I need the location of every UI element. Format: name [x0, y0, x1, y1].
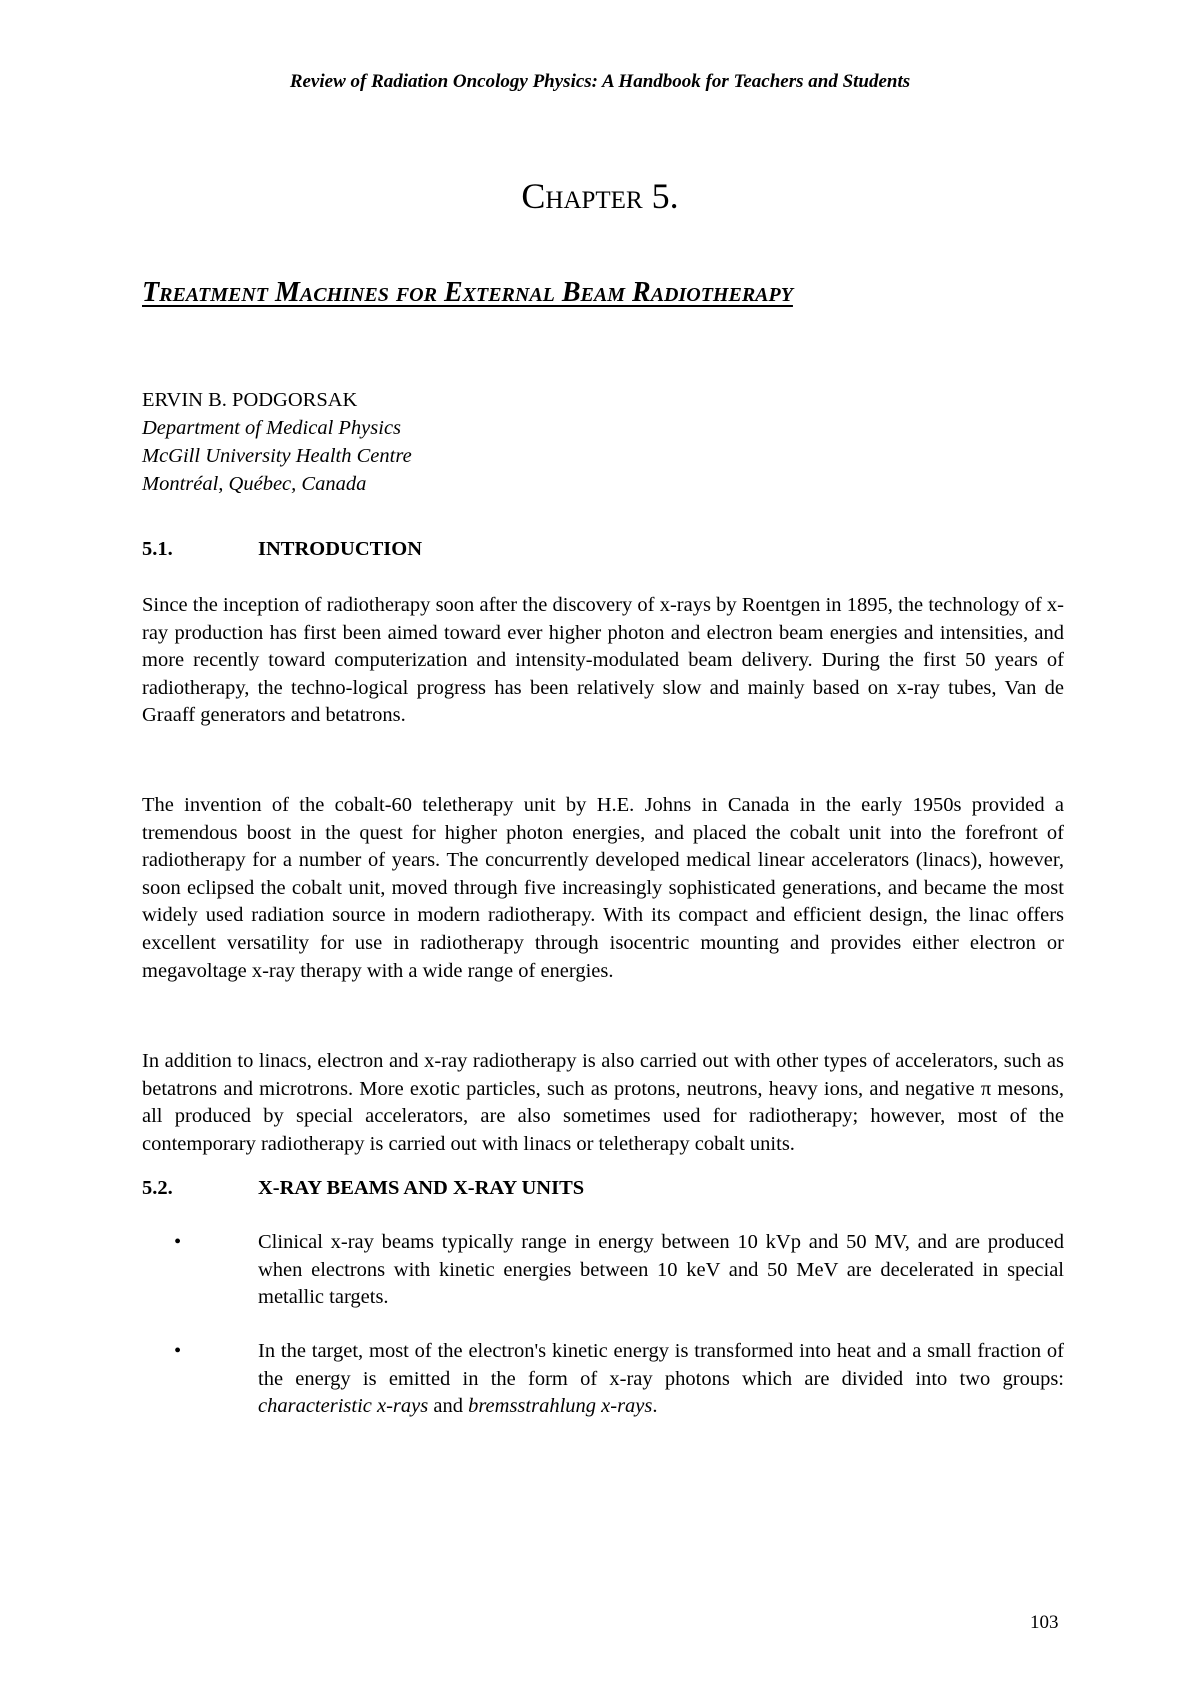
term-characteristic-xrays: characteristic x-rays [258, 1395, 429, 1418]
running-header: Review of Radiation Oncology Physics: A Handbook for Teachers and Students [289, 71, 911, 92]
list-item-text-part: . [652, 1395, 658, 1418]
paragraph: Since the inception of radiotherapy soon after the discovery of x-rays by Roentgen in 1895, the technology of x-ray production has first been aimed toward ever higher photon and electron beam energies and intensities, and more recently toward computerization and intensity-modulated beam delivery. During the first 50 years of radiotherapy, the techno-logical progress has been relatively slow and mainly based on x-ray tubes, Van de Graaff generators and betatrons. [142, 594, 1064, 727]
paragraph: In addition to linacs, electron and x-ray radiotherapy is also carried out with other types of accelerators, such as betatrons and microtrons. More exotic particles, such as protons, neutrons, heavy ions, and negative π mesons, all produced by special accelerators, are also sometimes used for radiotherapy; however, most of the contemporary radiotherapy is carried out with linacs or teletherapy cobalt units. [142, 1050, 1064, 1155]
term-bremsstrahlung-xrays: bremsstrahlung x-rays [468, 1395, 653, 1418]
section-number: 5.1. [142, 538, 173, 560]
section-heading-5-2 [142, 1177, 584, 1200]
list-item-text-part: In the target, most of the electron's kinetic energy is transformed into heat and a small fraction of the energy is emitted in the form of x-ray photons which are divided into two groups: [258, 1340, 1064, 1390]
section-number: 5.2. [142, 1177, 173, 1199]
author-location: Montréal, Québec, Canada [142, 473, 367, 495]
list-item [142, 1229, 1064, 1312]
list-item [142, 1338, 1064, 1421]
section-title: X-RAY BEAMS AND X-RAY UNITS [258, 1177, 585, 1199]
author-name: ERVIN B. PODGORSAK [142, 389, 358, 411]
list-item-text-part: and [428, 1395, 469, 1418]
author-department: Department of Medical Physics [142, 417, 402, 439]
section-heading-5-1 [142, 538, 422, 561]
author-institution: McGill University Health Centre [142, 445, 412, 467]
list-item-text: Clinical x-ray beams typically range in energy between 10 kVp and 50 MV, and are produced when electrons with kinetic energies between 10 keV and 50 MeV are decelerated in special metallic targets. [258, 1231, 1064, 1309]
paragraph: The invention of the cobalt-60 teletherapy unit by H.E. Johns in Canada in the early 1950s provided a tremendous boost in the quest for higher photon energies, and placed the cobalt unit into the forefront of radiotherapy for a number of years. The concurrently developed medical linear accelerators (linacs), however, soon eclipsed the cobalt unit, moved through five increasingly sophisticated generations, and became the most widely used radiation source in modern radiotherapy. With its compact and efficient design, the linac offers excellent versatility for use in radiotherapy through isocentric mounting and provides either electron or megavoltage x-ray therapy with a wide range of energies. [142, 794, 1064, 982]
author-block [142, 386, 412, 498]
chapter-title: Treatment Machines for External Beam Radiotherapy [142, 277, 793, 308]
chapter-label: Chapter 5. [521, 176, 679, 216]
bullet-icon: • [174, 1231, 182, 1253]
bullet-icon: • [174, 1340, 182, 1362]
section-title: INTRODUCTION [258, 538, 423, 560]
list-item-text [258, 1338, 1064, 1421]
page-number: 103 [1030, 1612, 1059, 1633]
